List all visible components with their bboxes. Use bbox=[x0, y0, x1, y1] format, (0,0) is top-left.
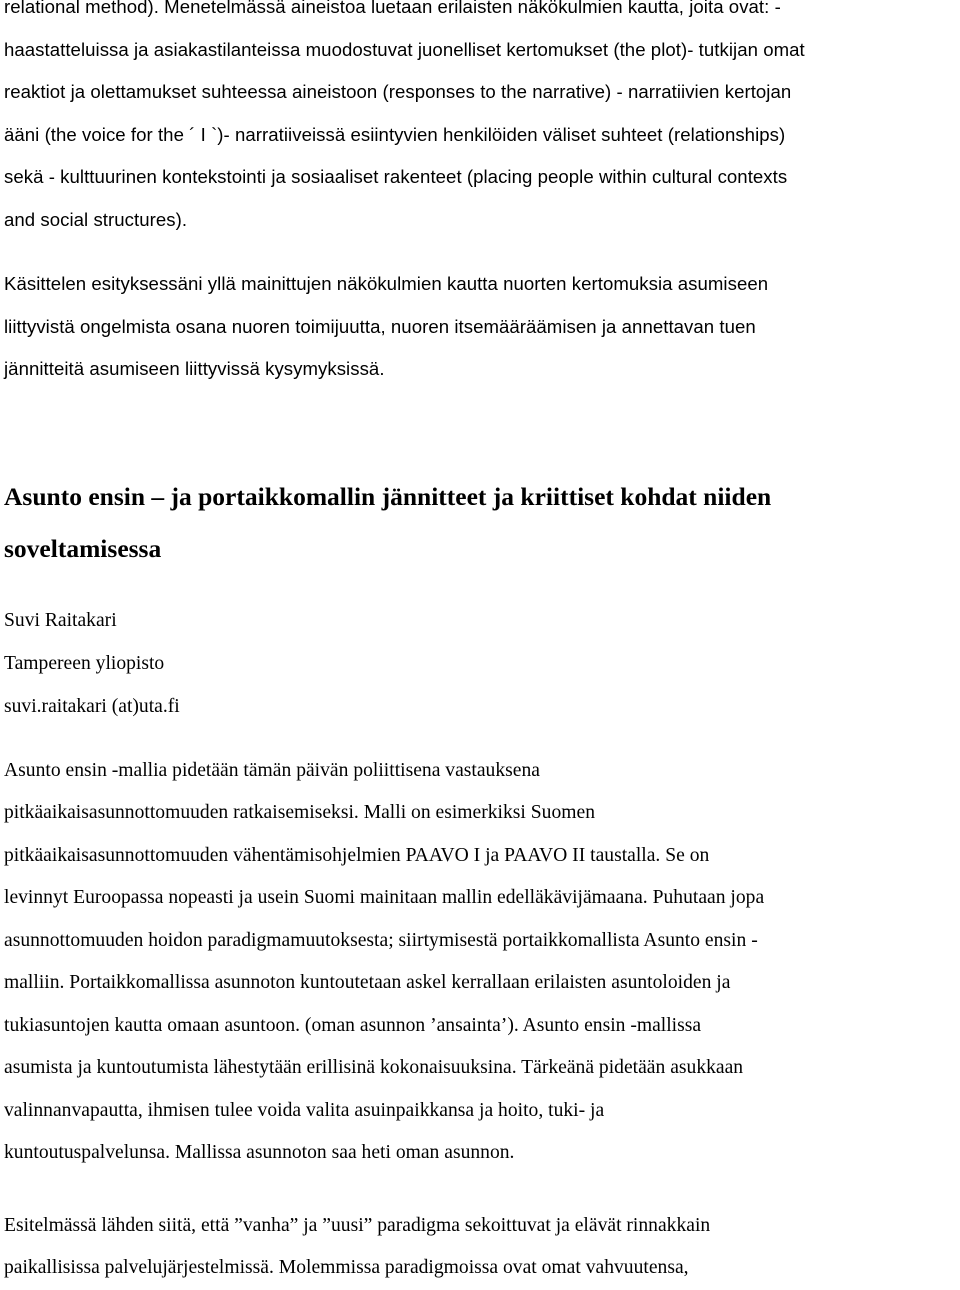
article-title bbox=[4, 471, 958, 575]
second-paragraph bbox=[4, 263, 958, 391]
body-paragraph-1 bbox=[4, 750, 958, 1175]
paragraph-line: pitkäaikaisasunnottomuuden ratkaisemiseksi. Malli on esimerkiksi Suomen bbox=[4, 802, 595, 823]
paragraph-line: and social structures). bbox=[4, 208, 188, 230]
paragraph-line: tukiasuntojen kautta omaan asuntoon. (oman asunnon ’ansainta’). Asunto ensin -mallissa bbox=[4, 1014, 702, 1036]
paragraph-line: asumista ja kuntoutumista lähestytään erillisinä kokonaisuuksina. Tärkeänä pidetään asukkaan bbox=[4, 1057, 744, 1078]
paragraph-line: malliin. Portaikkomallissa asunnoton kuntoutetaan askel kerrallaan erilaisten asuntoloiden ja bbox=[4, 972, 731, 993]
paragraph-line: pitkäaikaisasunnottomuuden vähentämisohjelmien PAAVO I ja PAAVO II taustalla. Se on bbox=[4, 844, 710, 866]
paragraph-line: Asunto ensin -mallia pidetään tämän päivän poliittisena vastauksena bbox=[4, 759, 540, 781]
document-page bbox=[4, 0, 958, 1290]
paragraph-line: ääni (the voice for the ´ I `)- narratiiveissä esiintyvien henkilöiden väliset suhteet (relationships) bbox=[4, 123, 786, 145]
author-block bbox=[4, 599, 958, 728]
spacer bbox=[4, 728, 958, 750]
paragraph-line: valinnanvapautta, ihmisen tulee voida valita asuinpaikkansa ja hoito, tuki- ja bbox=[4, 1099, 605, 1121]
spacer bbox=[4, 575, 958, 599]
author-email: suvi.raitakari (at)uta.fi bbox=[4, 695, 180, 717]
paragraph-line: Esitelmässä lähden siitä, että ”vanha” ja ”uusi” paradigma sekoittuvat ja elävät rinnakkain bbox=[4, 1214, 711, 1236]
paragraph-line: asunnottomuuden hoidon paradigmamuutoksesta; siirtymisestä portaikkomallista Asunto ensin - bbox=[4, 929, 758, 951]
intro-paragraph bbox=[4, 0, 958, 241]
title-line: Asunto ensin – ja portaikkomallin jännitteet ja kriittiset kohdat niiden bbox=[4, 481, 772, 511]
spacer bbox=[4, 241, 958, 263]
spacer bbox=[4, 391, 958, 471]
paragraph-line: reaktiot ja olettamukset suhteessa aineistoon (responses to the narrative) - narratiivien kertojan bbox=[4, 81, 792, 102]
body-paragraph-2 bbox=[4, 1205, 958, 1290]
spacer bbox=[4, 1175, 958, 1205]
author-name: Suvi Raitakari bbox=[4, 609, 117, 631]
paragraph-line: paikallisissa palvelujärjestelmissä. Molemmissa paradigmoissa ovat omat vahvuutensa, bbox=[4, 1257, 689, 1278]
paragraph-line: levinnyt Euroopassa nopeasti ja usein Suomi mainitaan mallin edelläkävijämaana. Puhutaan jopa bbox=[4, 887, 765, 908]
paragraph-line: haastatteluissa ja asiakastilanteissa muodostuvat juonelliset kertomukset (the plot)- tutkijan omat bbox=[4, 38, 805, 60]
paragraph-line: kuntoutuspalvelunsa. Mallissa asunnoton saa heti oman asunnon. bbox=[4, 1142, 515, 1163]
paragraph-line: sekä - kulttuurinen kontekstointi ja sosiaaliset rakenteet (placing people within cultural contexts bbox=[4, 166, 788, 187]
title-line: soveltamisessa bbox=[4, 533, 162, 563]
paragraph-line: Käsittelen esityksessäni yllä mainittujen näkökulmien kautta nuorten kertomuksia asumiseen bbox=[4, 273, 769, 294]
paragraph-line: relational method). Menetelmässä aineistoa luetaan erilaisten näkökulmien kautta, joita ovat: - bbox=[4, 0, 781, 17]
paragraph-line: jännitteitä asumiseen liittyvissä kysymyksissä. bbox=[4, 358, 385, 379]
author-affiliation: Tampereen yliopisto bbox=[4, 652, 165, 674]
paragraph-line: liittyvistä ongelmista osana nuoren toimijuutta, nuoren itsemääräämisen ja annettavan tuen bbox=[4, 315, 756, 337]
